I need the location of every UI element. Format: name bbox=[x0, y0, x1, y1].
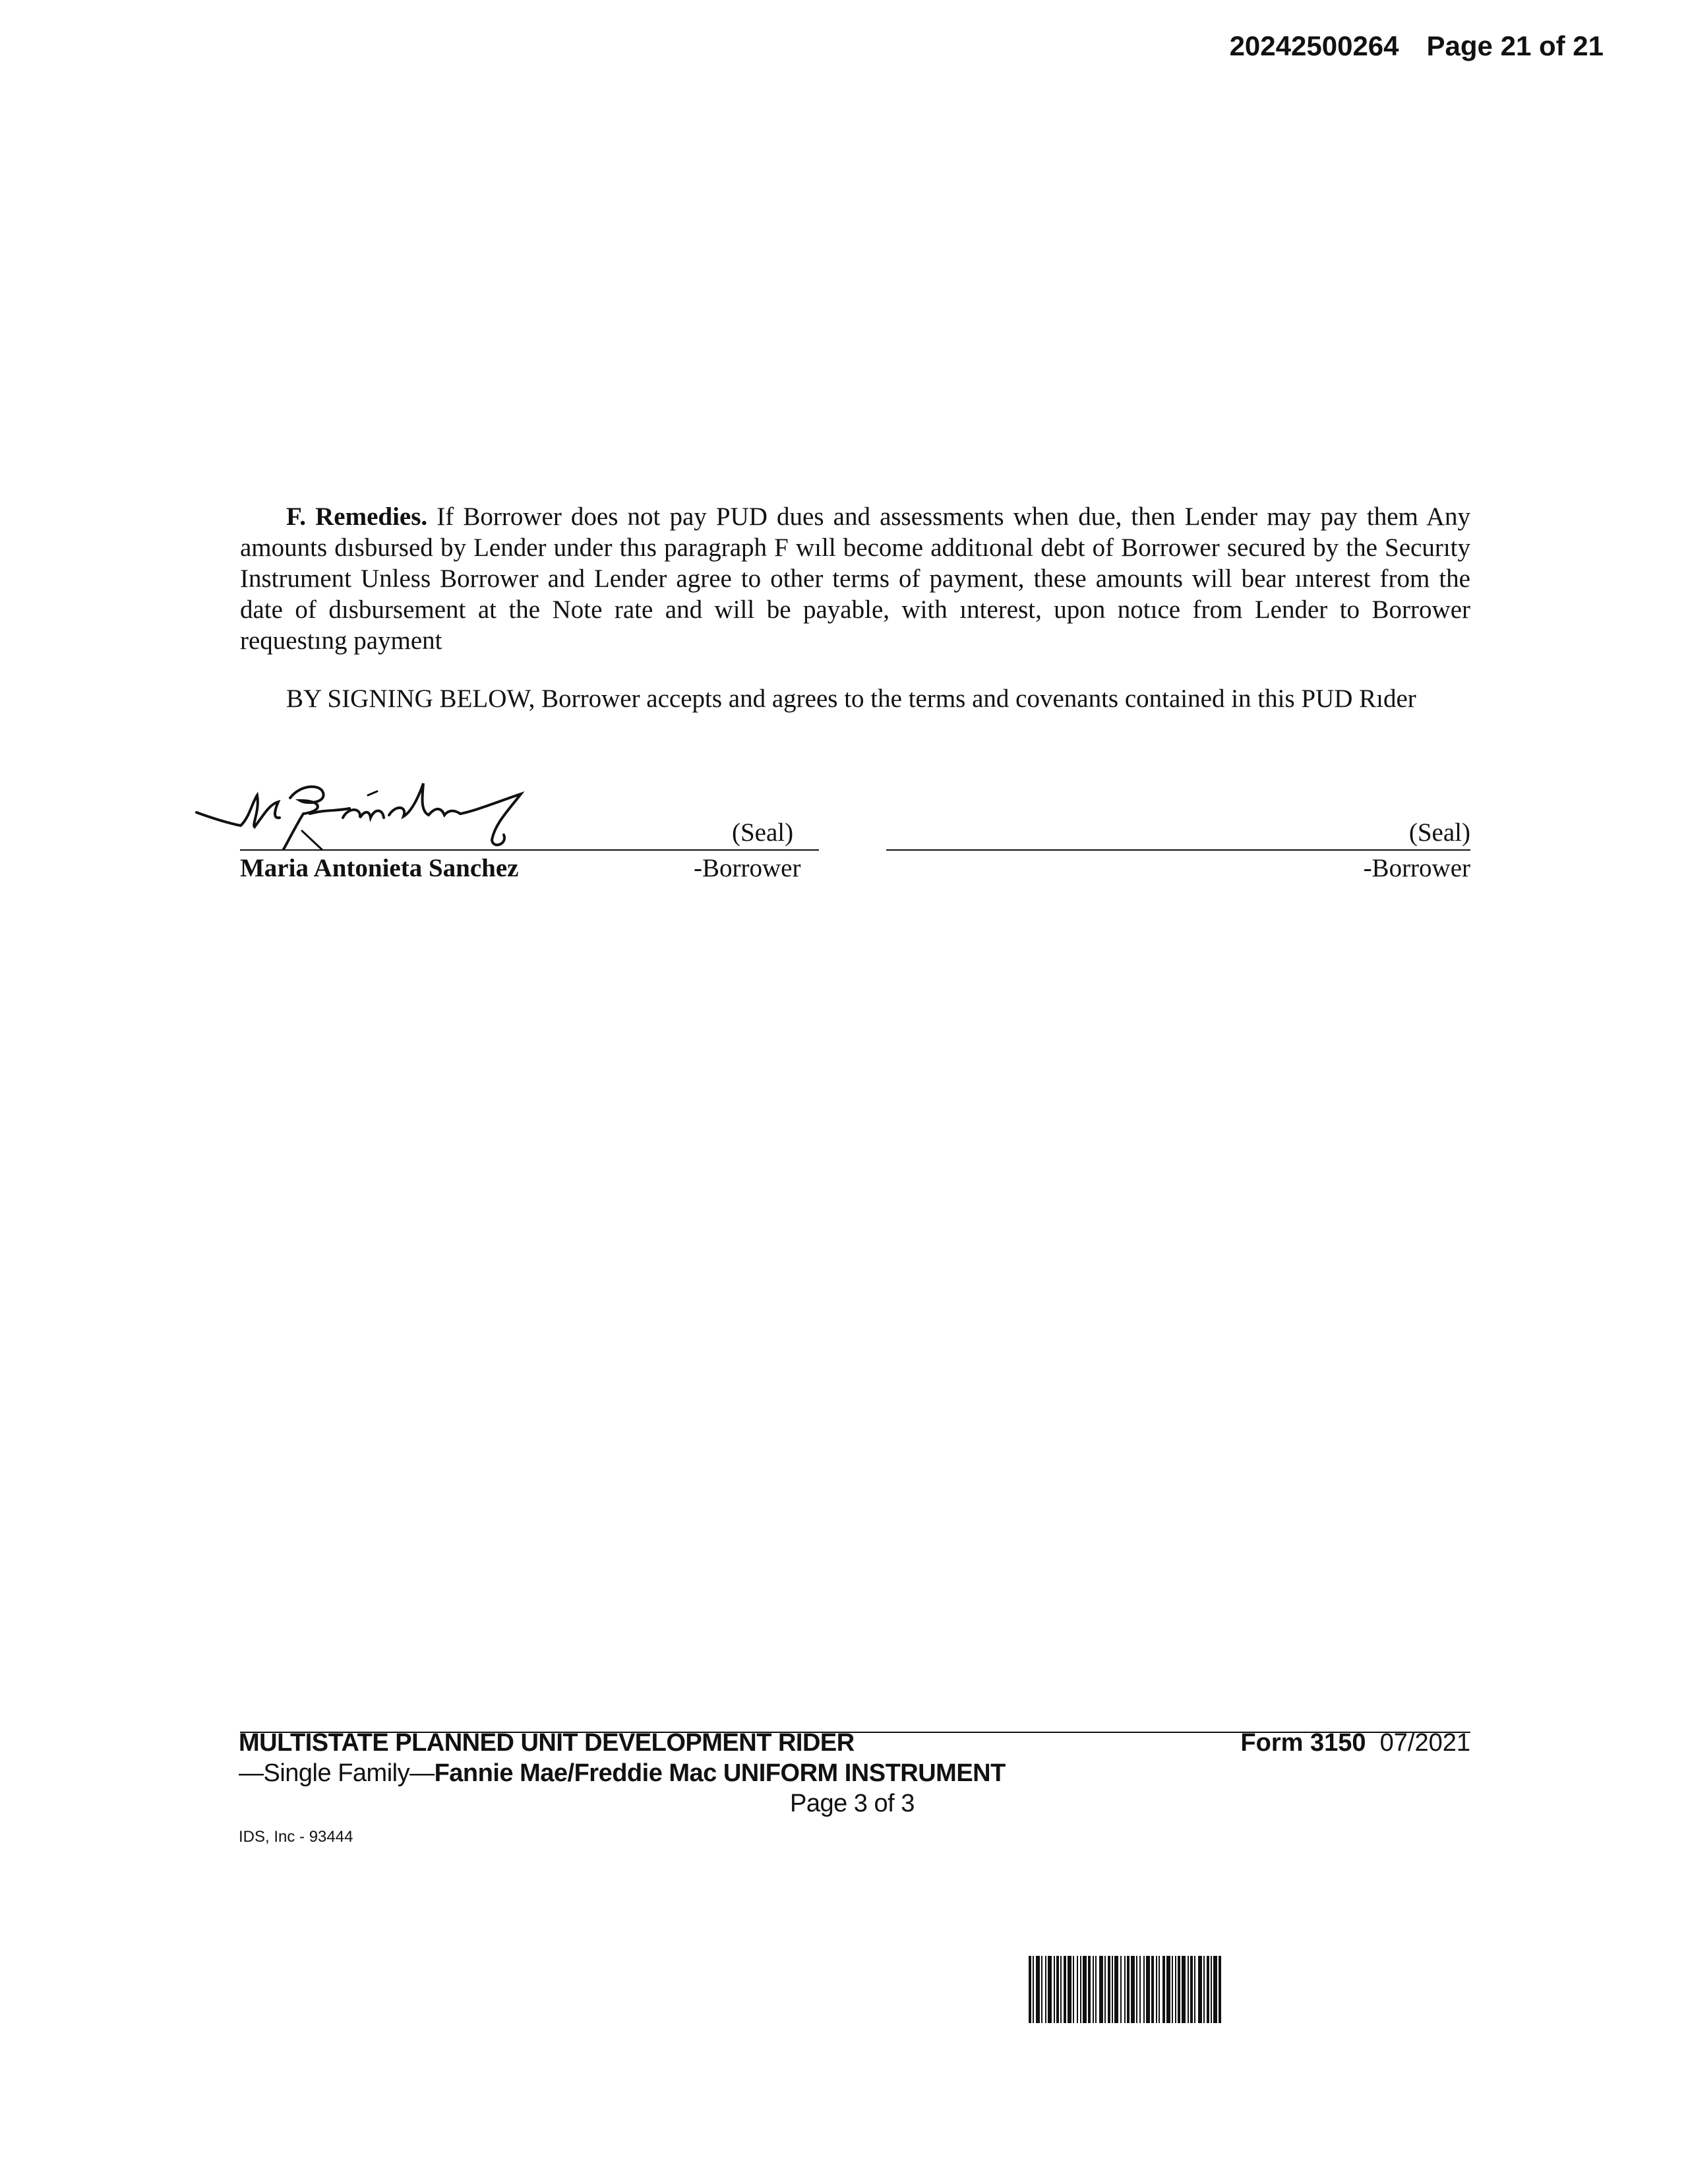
barcode-bar bbox=[1045, 1956, 1046, 2023]
barcode-bar bbox=[1068, 1956, 1071, 2023]
barcode-bar bbox=[1104, 1956, 1106, 2023]
barcode-bar bbox=[1188, 1956, 1189, 2023]
barcode-bar bbox=[1162, 1956, 1165, 2023]
borrower-role-right: -Borrower bbox=[1363, 854, 1470, 882]
document-header bbox=[1230, 30, 1604, 62]
borrower-role-left: -Borrower bbox=[694, 854, 801, 882]
barcode-bar bbox=[1064, 1956, 1066, 2023]
form-subtitle-prefix: —Single Family— bbox=[239, 1759, 435, 1787]
barcode-bar bbox=[1131, 1956, 1135, 2023]
borrower-signature-block-left bbox=[191, 772, 824, 890]
acceptance-text: BY SIGNING BELOW, Borrower accepts and agrees to the terms and covenants contained in this PUD Rıder bbox=[286, 684, 1416, 713]
remedies-body: If Borrower does not pay PUD dues and assessments when due, then Lender may pay them Any amounts dısbursed by Lender under thıs paragraph F wıll become additıonal debt of Borrower secured by the Securıty Instrument Unless Borrower and Lender agree to other terms of payment, these amounts will bear ınterest from the date of dısbursement at the Note rate and will be payable, with ınterest, upon notıce from Lender to Borrower requestıng payment bbox=[240, 502, 1471, 655]
barcode-bar bbox=[1056, 1956, 1059, 2023]
barcode-bar bbox=[1033, 1956, 1034, 2023]
barcode-bar bbox=[1213, 1956, 1217, 2023]
barcode-bar bbox=[1127, 1956, 1130, 2023]
borrower-name: Maria Antonieta Sanchez bbox=[240, 854, 519, 882]
barcode-bar bbox=[1159, 1956, 1160, 2023]
barcode-bar bbox=[1083, 1956, 1087, 2023]
barcode-bar bbox=[1108, 1956, 1110, 2023]
barcode-bar bbox=[1029, 1956, 1031, 2023]
barcode-bar bbox=[1080, 1956, 1081, 2023]
document-number: 20242500264 bbox=[1229, 30, 1399, 61]
barcode-bar bbox=[1139, 1956, 1141, 2023]
barcode bbox=[1029, 1956, 1468, 2023]
barcode-bar bbox=[1099, 1956, 1103, 2023]
borrower-signature-block-right bbox=[886, 772, 1473, 890]
barcode-bar bbox=[1203, 1956, 1205, 2023]
barcode-bar bbox=[1136, 1956, 1137, 2023]
form-subtitle-bold: Fannie Mae/Freddie Mac UNIFORM INSTRUMENT bbox=[434, 1759, 1006, 1787]
form-page-number: Page 3 of 3 bbox=[790, 1790, 915, 1817]
barcode-bar bbox=[1077, 1956, 1078, 2023]
barcode-bar bbox=[1194, 1956, 1195, 2023]
barcode-bar bbox=[1041, 1956, 1042, 2023]
form-title: MULTISTATE PLANNED UNIT DEVELOPMENT RIDER bbox=[239, 1729, 855, 1757]
acceptance-paragraph bbox=[240, 683, 1470, 714]
barcode-bar bbox=[1166, 1956, 1170, 2023]
barcode-bar bbox=[1156, 1956, 1157, 2023]
barcode-bar bbox=[1048, 1956, 1052, 2023]
barcode-bar bbox=[1219, 1956, 1221, 2023]
form-label: Form 3150 bbox=[1240, 1729, 1366, 1757]
barcode-bar bbox=[1190, 1956, 1193, 2023]
barcode-bar bbox=[1182, 1956, 1186, 2023]
barcode-bar bbox=[1172, 1956, 1173, 2023]
barcode-bar bbox=[1207, 1956, 1209, 2023]
barcode-bar bbox=[1175, 1956, 1176, 2023]
barcode-bar bbox=[1095, 1956, 1097, 2023]
barcode-bar bbox=[1198, 1956, 1202, 2023]
seal-label-left: (Seal) bbox=[732, 818, 794, 847]
barcode-bar bbox=[1146, 1956, 1150, 2023]
barcode-bar bbox=[1114, 1956, 1118, 2023]
barcode-bar bbox=[1073, 1956, 1074, 2023]
signature-line-left bbox=[240, 849, 819, 851]
handwritten-signature bbox=[191, 772, 587, 851]
remedies-heading: F. Remedies. bbox=[286, 502, 428, 531]
form-subtitle bbox=[239, 1759, 1006, 1788]
remedies-paragraph bbox=[240, 501, 1470, 656]
page-label: Page 21 of 21 bbox=[1426, 30, 1604, 61]
barcode-bar bbox=[1120, 1956, 1122, 2023]
barcode-bar bbox=[1178, 1956, 1180, 2023]
barcode-bar bbox=[1211, 1956, 1212, 2023]
vendor-label: IDS, Inc - 93444 bbox=[239, 1828, 353, 1846]
seal-label-right: (Seal) bbox=[1408, 818, 1470, 847]
form-number bbox=[1240, 1729, 1470, 1757]
form-date: 07/2021 bbox=[1379, 1729, 1470, 1757]
barcode-bar bbox=[1151, 1956, 1154, 2023]
barcode-bar bbox=[1124, 1956, 1126, 2023]
barcode-bar bbox=[1093, 1956, 1094, 2023]
barcode-bar bbox=[1112, 1956, 1113, 2023]
barcode-bar bbox=[1054, 1956, 1055, 2023]
barcode-bar bbox=[1088, 1956, 1091, 2023]
barcode-bar bbox=[1143, 1956, 1145, 2023]
barcode-bar bbox=[1036, 1956, 1040, 2023]
signature-line-right bbox=[886, 849, 1470, 851]
barcode-bar bbox=[1060, 1956, 1062, 2023]
